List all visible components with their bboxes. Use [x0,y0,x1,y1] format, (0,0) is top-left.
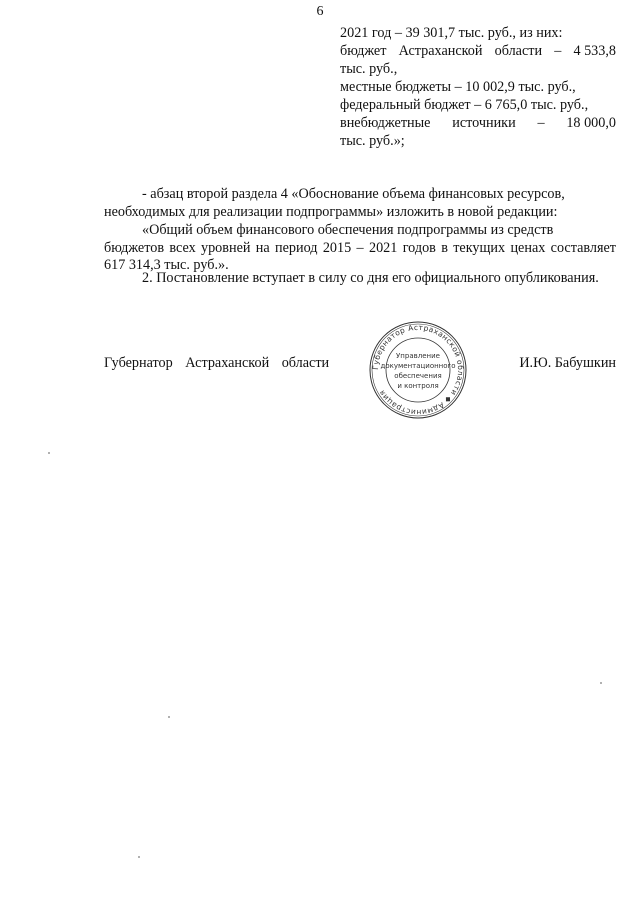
extra-budget-unit: тыс. руб.»; [340,133,405,149]
extra-budget-word1: внебюджетные [340,115,431,131]
paragraph-amendment-line1: - абзац второй раздела 4 «Обоснование объема финансовых ресурсов, [142,186,565,202]
paragraph-amendment-line2: необходимых для реализации подпрограммы» изложить в новой редакции: [104,203,558,220]
signatory-position: Губернатор Астраханской области [104,355,330,371]
paragraph-total-funding [104,222,616,275]
paragraph-total-funding-line2: бюджетов всех уровней на период 2015 – 2021 годов в текущих ценах составляет 617 314,3 тыс. руб.». [104,239,616,273]
regional-budget-word3: области [494,43,543,59]
regional-budget-word2: Астраханской [398,43,483,59]
paragraph-effective-date [104,270,616,288]
paragraph-effective-date-text: 2. Постановление вступает в силу со дня его официального опубликования. [142,270,599,286]
extra-budget-line [340,114,616,132]
regional-budget-dash: – [554,43,562,59]
scan-speck [600,682,602,684]
stamp-center-line3: обеспечения [394,372,442,380]
scan-speck [48,452,50,454]
stamp-center-line1: Управление [396,352,440,360]
funding-total-line: 2021 год – 39 301,7 тыс. руб., из них: [340,25,563,41]
regional-budget-unit: тыс. руб., [340,61,398,77]
stamp-center-line4: и контроля [397,382,439,390]
paragraph-total-funding-line1: «Общий объем финансового обеспечения подпрограммы из средств [142,222,554,238]
extra-budget-word2: источники [452,115,516,131]
extra-budget-amount: 18 000,0 [566,115,616,131]
signatory-name: И.Ю. Бабушкин [519,355,616,371]
scan-speck [138,856,140,858]
stamp-ring-text: Губернатор Астраханской области ◆ Администрация [370,322,466,418]
regional-budget-line [340,42,616,60]
stamp-seal-icon [358,320,478,420]
stamp-center-line2: документационного [380,362,456,370]
extra-budget-dash: – [537,115,545,131]
paragraph-amendment [104,186,616,221]
regional-budget-amount: 4 533,8 [573,43,616,59]
funding-2021-block [340,24,616,150]
page-number: 6 [316,4,324,19]
federal-budget-line: федеральный бюджет – 6 765,0 тыс. руб., [340,97,589,113]
local-budgets-line: местные бюджеты – 10 002,9 тыс. руб., [340,79,576,95]
official-stamp [358,320,478,420]
scan-speck [168,716,170,718]
regional-budget-word1: бюджет [340,43,387,59]
